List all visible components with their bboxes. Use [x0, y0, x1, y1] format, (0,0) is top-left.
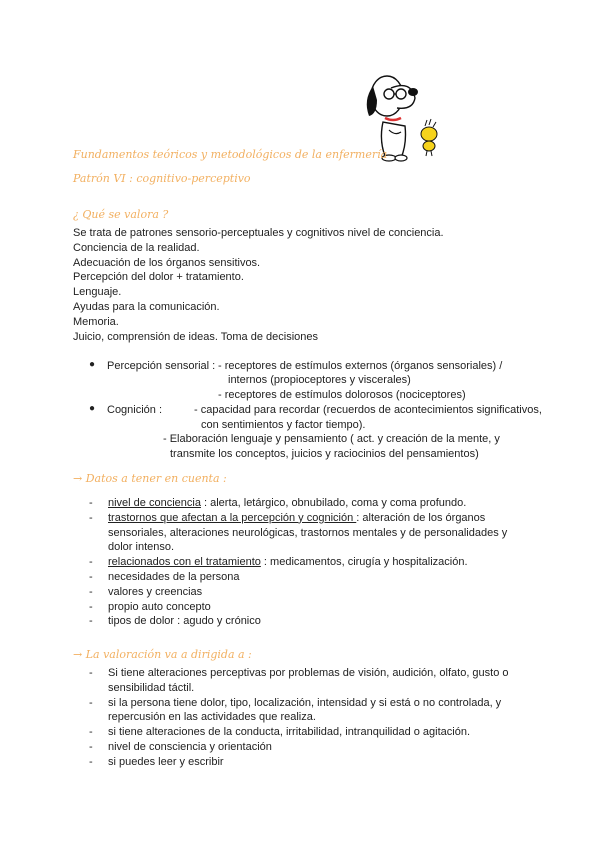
- list-item: - nivel de consciencia y orientación: [89, 740, 528, 755]
- cognicion-label: Cognición :: [107, 404, 163, 416]
- question-line: Ayudas para la comunicación.: [73, 300, 220, 313]
- list-item: - Si tiene alteraciones perceptivas por problemas de visión, audición, olfato, gusto o sensibilidad táctil.: [89, 666, 528, 696]
- list-item: - valores y creencias: [89, 585, 203, 598]
- valoracion-text: si tiene alteraciones de la conducta, irritabilidad, intranquilidad o agitación.: [108, 726, 471, 739]
- datos-underlined: relacionados con el tratamiento: [108, 556, 261, 569]
- datos-text: tipos de dolor : agudo y crónico: [108, 615, 261, 628]
- list-item: - necesidades de la persona: [89, 570, 240, 583]
- valoracion-heading: → La valoración va a dirigida a :: [73, 648, 252, 661]
- question-line: Percepción del dolor + tratamiento.: [73, 271, 244, 284]
- valoracion-text: si la persona tiene dolor, tipo, localización, intensidad y si está o no controlada, y repercusión en las actividades que realiza.: [108, 696, 502, 724]
- list-item: - nivel de conciencia : alerta, letárgico, obnubilado, coma y coma profundo.: [89, 497, 467, 509]
- list-item: - si tiene alteraciones de la conducta, irritabilidad, intranquilidad o agitación.: [89, 725, 528, 740]
- datos-text: propio auto concepto: [108, 600, 211, 613]
- datos-text: valores y creencias: [108, 585, 203, 598]
- datos-list: [89, 496, 528, 629]
- datos-underlined: trastornos que afectan a la percepción y cognición: [108, 511, 357, 524]
- question-line: Lenguaje.: [73, 286, 122, 299]
- question-line: Adecuación de los órganos sensitivos.: [73, 256, 261, 269]
- question-line: Conciencia de la realidad.: [73, 241, 200, 254]
- cognicion-line: transmite los conceptos, juicios y raciocinios del pensamientos): [170, 448, 479, 460]
- question-line: Juicio, comprensión de ideas. Toma de decisiones: [73, 330, 318, 343]
- document-title: Fundamentos teóricos y metodológicos de la enfermería: [73, 148, 388, 161]
- cognicion-line: con sentimientos y factor tiempo).: [201, 419, 366, 431]
- question-line: Memoria.: [73, 315, 119, 328]
- question-line: Se trata de patrones sensorio-perceptuales y cognitivos nivel de conciencia.: [73, 227, 444, 239]
- percepcion-line: - receptores de estímulos externos (órganos sensoriales) /: [218, 360, 503, 372]
- cognicion-line: - capacidad para recordar (recuerdos de acontecimientos significativos,: [194, 404, 542, 416]
- percepcion-line: - receptores de estímulos dolorosos (nociceptores): [218, 389, 466, 401]
- bullet-dot: ●: [89, 403, 96, 414]
- document-subtitle: Patrón VI : cognitivo-perceptivo: [73, 172, 251, 185]
- list-item: - si la persona tiene dolor, tipo, localización, intensidad y si está o no controlada, y repercusión en las actividades que realiza.: [89, 696, 528, 726]
- cognicion-line: - Elaboración lenguaje y pensamiento ( act. y creación de la mente, y: [163, 433, 500, 445]
- list-item: - propio auto concepto: [89, 600, 211, 613]
- list-item: - si puedes leer y escribir: [89, 755, 528, 770]
- datos-text: : alerta, letárgico, obnubilado, coma y coma profundo.: [200, 497, 467, 509]
- valoracion-list: [89, 666, 528, 770]
- valoracion-text: Si tiene alteraciones perceptivas por problemas de visión, audición, olfato, gusto o sensibilidad táctil.: [108, 667, 509, 694]
- datos-text: necesidades de la persona: [108, 570, 240, 583]
- bullet-dot: ●: [89, 359, 96, 370]
- datos-text: : alteración de los órganos sensoriales, alteraciones neurológicas, trastornos mentales y de personalidades y dolor intenso.: [108, 511, 508, 554]
- list-item: - tipos de dolor : agudo y crónico: [89, 615, 261, 628]
- datos-underlined: nivel de conciencia: [108, 497, 201, 509]
- question-lines: [73, 226, 444, 344]
- percepcion-line: internos (propioceptores y viscerales): [228, 374, 411, 386]
- list-item: - relacionados con el tratamiento : medicamentos, cirugía y hospitalización.: [89, 556, 468, 569]
- valoracion-text: si puedes leer y escribir: [108, 755, 224, 768]
- question-heading: ¿ Qué se valora ?: [73, 208, 169, 221]
- datos-text: : medicamentos, cirugía y hospitalización.: [260, 556, 468, 569]
- datos-heading: → Datos a tener en cuenta :: [73, 472, 227, 485]
- percepcion-label: Percepción sensorial :: [107, 360, 216, 372]
- valoracion-text: nivel de consciencia y orientación: [108, 740, 272, 753]
- list-item: - trastornos que afectan a la percepción y cognición : alteración de los órganos sensoriales, alteraciones neurológicas, trastornos mentales y de personalidades y dolor intenso.: [89, 511, 508, 554]
